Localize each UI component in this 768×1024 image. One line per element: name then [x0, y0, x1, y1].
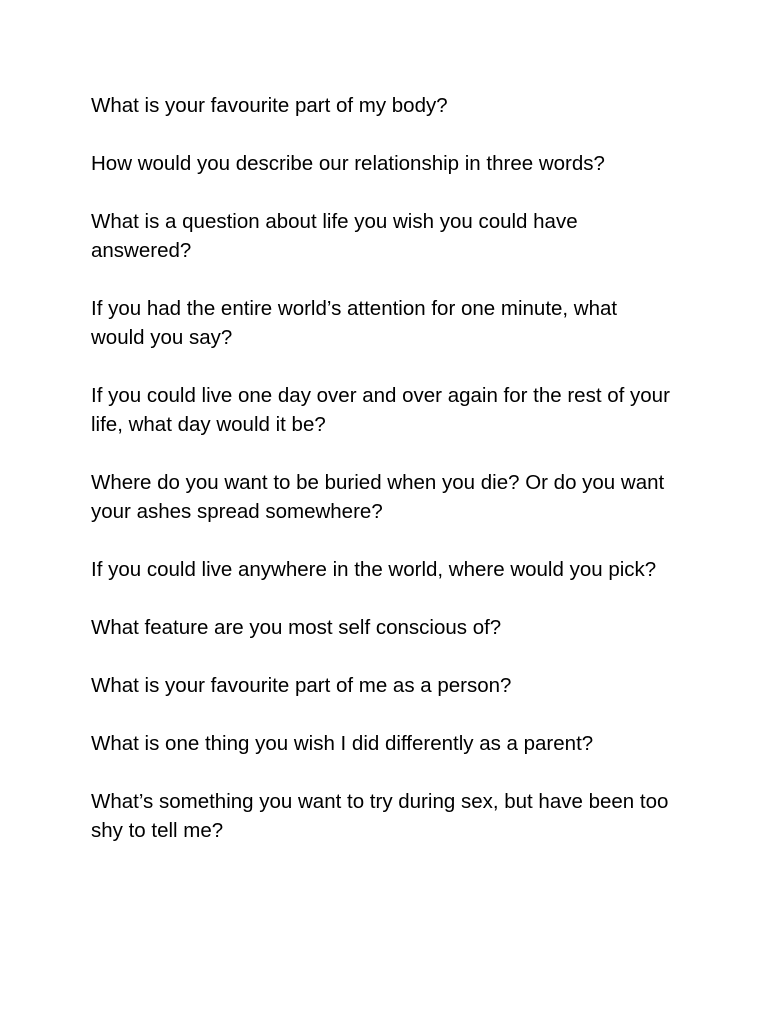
- question-list: [91, 91, 671, 874]
- question-4: If you had the entire world’s attention for one minute, what would you say?: [91, 297, 618, 349]
- question-9: What is your favourite part of me as a person?: [91, 674, 512, 697]
- question-2: How would you describe our relationship in three words?: [91, 152, 605, 175]
- question-8: What feature are you most self conscious of?: [91, 616, 502, 639]
- question-6: Where do you want to be buried when you die? Or do you want your ashes spread somewhere?: [91, 471, 665, 523]
- question-11: What’s something you want to try during sex, but have been too shy to tell me?: [91, 790, 669, 842]
- question-7: If you could live anywhere in the world, where would you pick?: [91, 558, 657, 581]
- question-5: If you could live one day over and over again for the rest of your life, what day would it be?: [91, 384, 670, 436]
- question-10: What is one thing you wish I did differently as a parent?: [91, 732, 594, 755]
- question-1: What is your favourite part of my body?: [91, 94, 448, 117]
- question-3: What is a question about life you wish you could have answered?: [91, 210, 578, 262]
